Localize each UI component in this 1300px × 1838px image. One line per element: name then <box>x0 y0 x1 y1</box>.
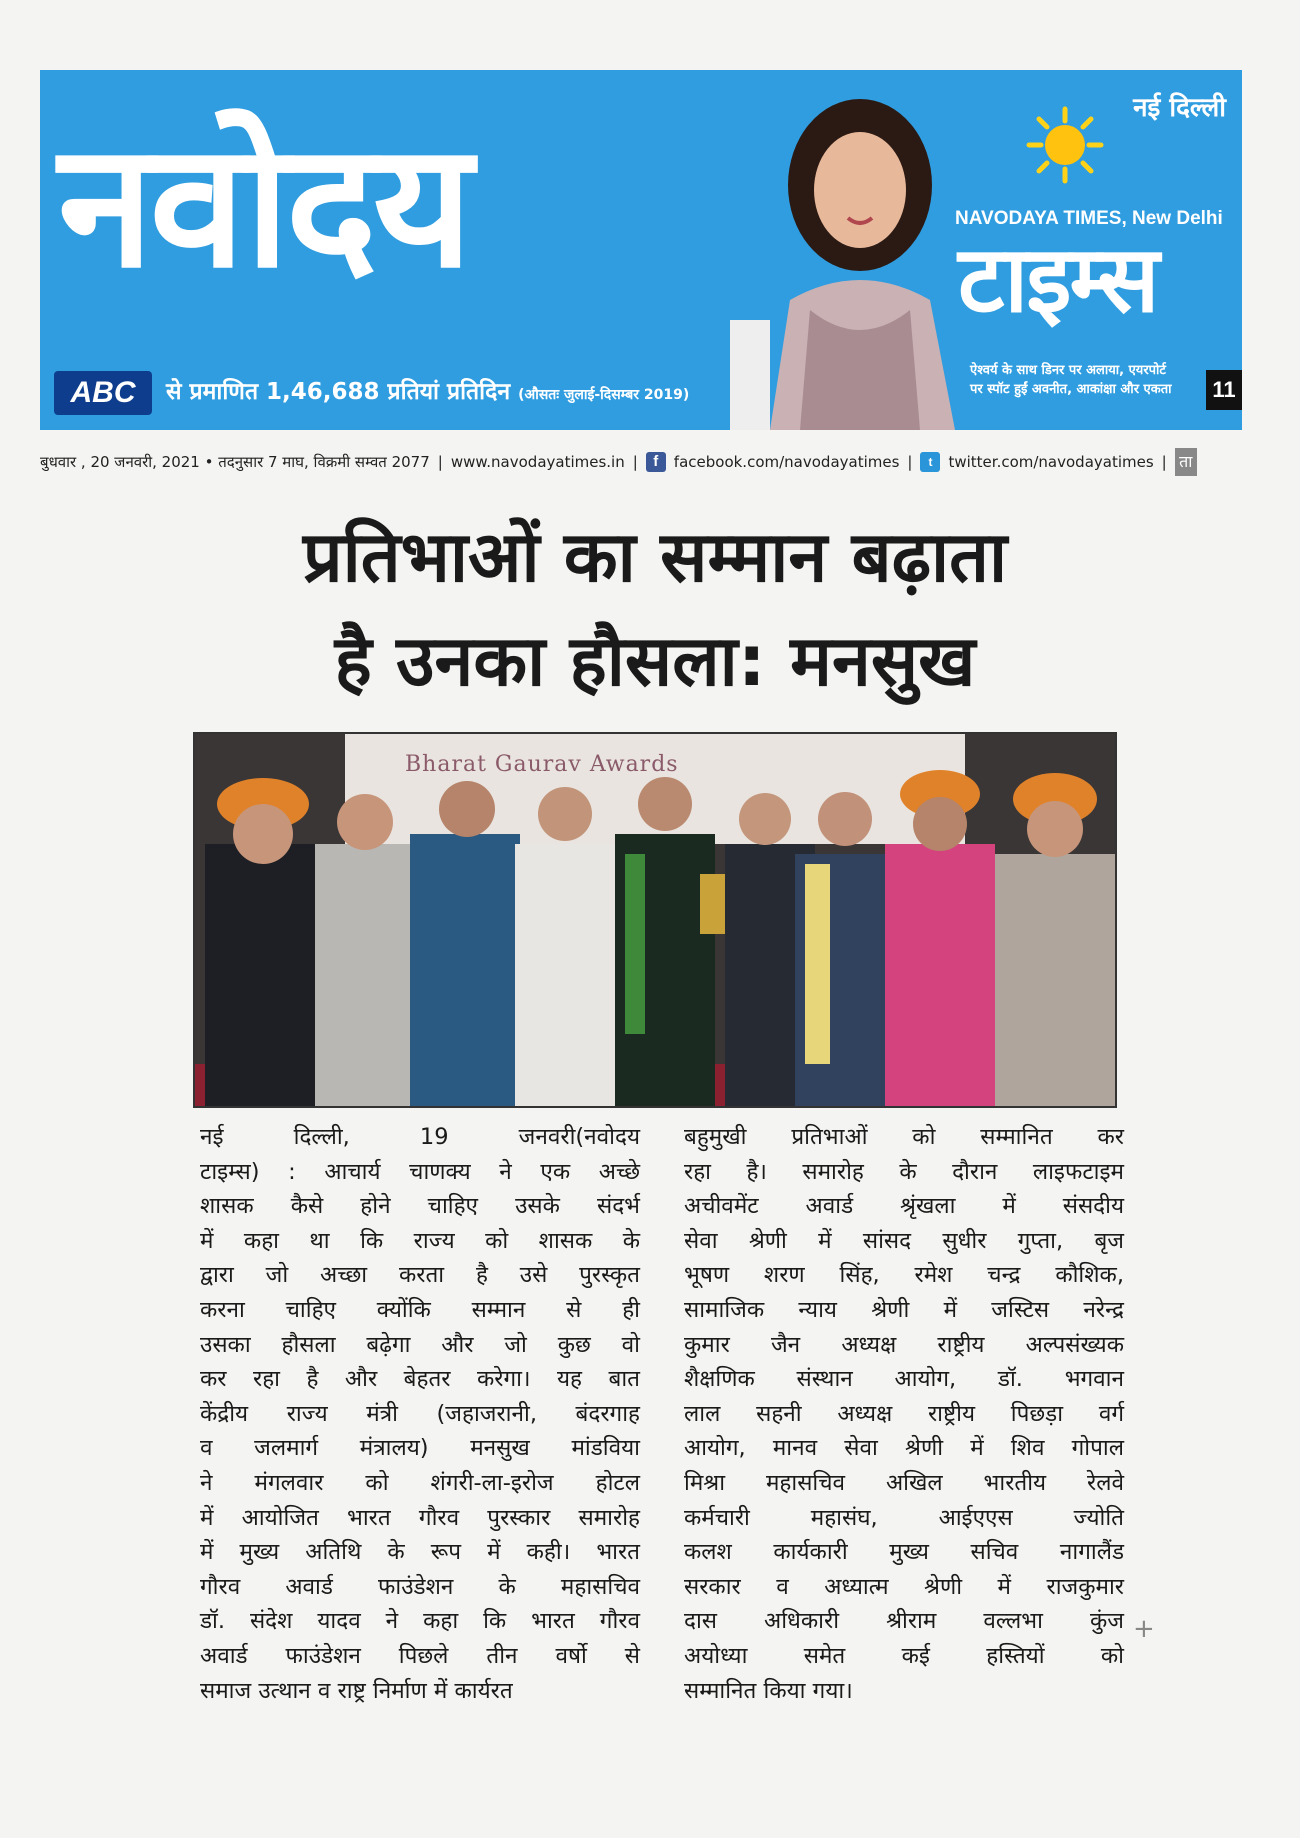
plus-mark: + <box>1133 1614 1155 1644</box>
article-line: शैक्षणिक संस्थान आयोग, डॉ. भगवान <box>684 1366 1124 1393</box>
article-line: रहा है। समारोह के दौरान लाइफटाइम <box>684 1158 1124 1185</box>
article-line: व जलमार्ग मंत्रालय) मनसुख मांडविया <box>200 1435 640 1462</box>
article-line: करना चाहिए क्योंकि सम्मान से ही <box>200 1296 640 1323</box>
article-line: में मुख्य अतिथि के रूप में कही। भारत <box>200 1539 640 1566</box>
article-line: सरकार व अध्यात्म श्रेणी में राजकुमार <box>684 1573 1124 1600</box>
article-line: गौरव अवार्ड फाउंडेशन के महासचिव <box>200 1573 640 1600</box>
divider: | <box>632 453 638 471</box>
article-line: केंद्रीय राज्य मंत्री (जहाजरानी, बंदरगाह <box>200 1400 640 1427</box>
article-line: दास अधिकारी श्रीराम वल्लभा कुंज <box>684 1608 1124 1635</box>
article-line: डॉ. संदेश यादव ने कहा कि भारत गौरव <box>200 1608 640 1635</box>
award-photo-image <box>195 734 1115 1106</box>
certification-text: से प्रमाणित 1,46,688 प्रतियां प्रतिदिन <box>166 379 511 405</box>
article-line: में आयोजित भारत गौरव पुरस्कार समारोह <box>200 1504 640 1531</box>
article-line: सामाजिक न्याय श्रेणी में जस्टिस नरेन्द्र <box>684 1296 1124 1323</box>
article-line: समाज उत्थान व राष्ट्र निर्माण में कार्यरत <box>200 1677 513 1704</box>
article-line: कलश कार्यकारी मुख्य सचिव नागालैंड <box>684 1539 1124 1566</box>
headline-line: प्रतिभाओं का सम्मान बढ़ाता <box>302 516 1008 598</box>
article-line: सम्मानित किया गया। <box>684 1677 853 1704</box>
article-line: उसका हौसला बढ़ेगा और जो कुछ वो <box>200 1331 640 1358</box>
article-line: शासक कैसे होने चाहिए उसके संदर्भ <box>200 1193 640 1220</box>
article-headline <box>40 505 1270 713</box>
divider: | <box>907 453 913 471</box>
article-line: टाइम्स) : आचार्य चाणक्य ने एक अच्छे <box>200 1158 640 1185</box>
divider: | <box>1161 453 1167 471</box>
article-line: सेवा श्रेणी में सांसद सुधीर गुप्ता, बृज <box>684 1227 1124 1254</box>
article-line: बहुमुखी प्रतिभाओं को सम्मानित कर <box>684 1124 1124 1150</box>
divider: | <box>437 453 443 471</box>
article-line: मिश्रा महासचिव अखिल भारतीय रेलवे <box>684 1469 1124 1496</box>
edge-tab: ता <box>1175 448 1197 476</box>
article-line: अयोध्या समेत कई हस्तियों को <box>684 1642 1124 1669</box>
article-line: अचीवमेंट अवार्ड श्रृंखला में संसदीय <box>684 1193 1124 1220</box>
article-line: ने मंगलवार को शंगरी-ला-इरोज होटल <box>200 1469 640 1496</box>
certification-period: (औसतः जुलाई-दिसम्बर 2019) <box>518 387 690 403</box>
article-line: कुमार जैन अध्यक्ष राष्ट्रीय अल्पसंख्यक <box>684 1331 1124 1358</box>
english-name: NAVODAYA TIMES, New Delhi <box>955 208 1223 229</box>
date-text: बुधवार , 20 जनवरी, 2021 • तदनुसार 7 माघ, विक्रमी सम्वत 2077 <box>40 453 430 471</box>
sun-icon <box>1025 105 1105 185</box>
award-photo <box>193 732 1117 1108</box>
masthead-banner <box>40 70 1242 430</box>
circulation-certification <box>166 374 689 406</box>
article-line: कर्मचारी महासंघ, आईएएस ज्योति <box>684 1504 1124 1531</box>
article-line: कर रहा है और बेहतर करेगा। यह बात <box>200 1366 640 1393</box>
website-link[interactable]: www.navodayatimes.in <box>450 453 625 471</box>
article-line: द्वारा जो अच्छा करता है उसे पुरस्कृत <box>200 1262 640 1289</box>
twitter-icon: t <box>920 452 940 472</box>
portrait-photo <box>730 90 980 430</box>
city-label: नई दिल्ली <box>1133 93 1226 123</box>
date-bar <box>40 447 1270 477</box>
article-line: आयोग, मानव सेवा श्रेणी में शिव गोपाल <box>684 1435 1124 1462</box>
article-line: में कहा था कि राज्य को शासक के <box>200 1227 640 1254</box>
article-line: अवार्ड फाउंडेशन पिछले तीन वर्षो से <box>200 1642 640 1669</box>
newspaper-title: नवोदय <box>58 105 469 306</box>
photo-banner-text: Bharat Gaurav Awards <box>405 752 679 777</box>
article-line: भूषण शरण सिंह, रमेश चन्द्र कौशिक, <box>684 1262 1124 1289</box>
facebook-link[interactable]: facebook.com/navodayatimes <box>673 453 900 471</box>
article-column-right <box>684 1120 1124 1708</box>
promo-line: पर स्पॉट हुईं अवनीत, आकांक्षा और एकता <box>970 381 1172 397</box>
article-line: लाल सहनी अध्यक्ष राष्ट्रीय पिछड़ा वर्ग <box>684 1400 1124 1427</box>
article-column-left <box>200 1120 640 1708</box>
times-title: टाइम्स <box>958 226 1158 333</box>
promo-line: ऐश्वर्य के साथ डिनर पर अलाया, एयरपोर्ट <box>970 363 1166 378</box>
promo-page-number: 11 <box>1206 370 1242 410</box>
abc-logo: ABC <box>54 371 152 415</box>
article-line: नई दिल्ली, 19 जनवरी(नवोदय <box>200 1124 640 1150</box>
twitter-link[interactable]: twitter.com/navodayatimes <box>948 453 1154 471</box>
promo-teaser[interactable] <box>970 362 1230 400</box>
facebook-icon: f <box>646 452 666 472</box>
headline-line: है उनका हौसला: मनसुख <box>334 620 976 702</box>
